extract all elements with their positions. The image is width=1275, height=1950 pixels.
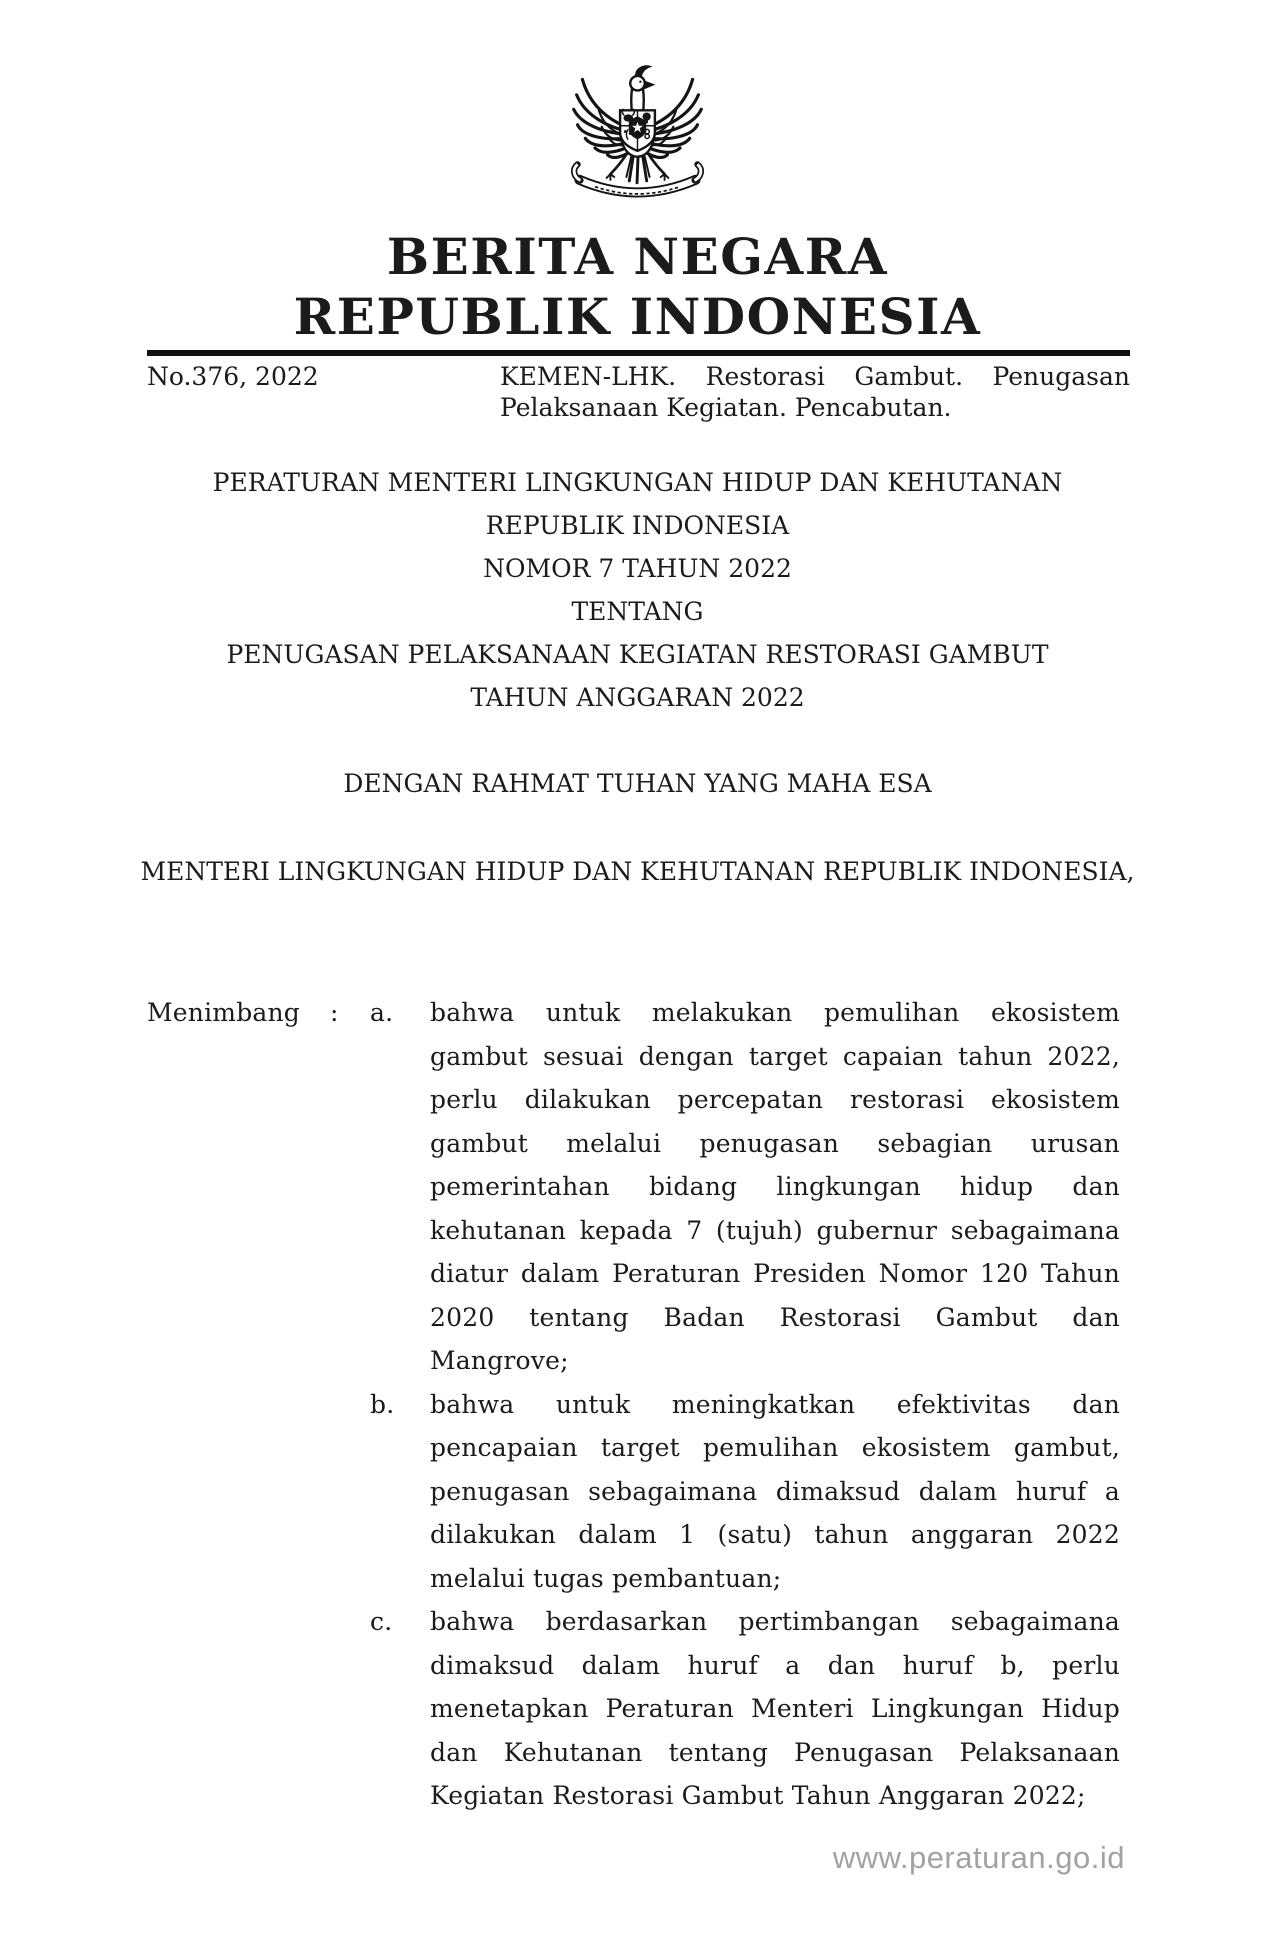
regulation-title-line-1: PERATURAN MENTERI LINGKUNGAN HIDUP DAN KEHUTANAN [212,468,1063,497]
pancasila-shield-icon [620,109,655,151]
regulation-title-block [0,461,1275,719]
considerations-label: Menimbang [147,998,301,1027]
gazette-title-line2: REPUBLIK INDONESIA [293,287,982,346]
regulation-title-line-2: REPUBLIK INDONESIA [485,511,790,540]
regulation-title-line-5: PENUGASAN PELAKSANAAN KEGIATAN RESTORASI GAMBUT [226,640,1049,669]
item-text: bahwa untuk meningkatkan efektivitas dan pencapaian target pemulihan ekosistem gambut, penugasan sebagaimana dimaksud dalam huruf a dilakukan dalam 1 (satu) tahun anggaran 2022 melalui tugas pembantuan; [430,1389,1120,1593]
item-text: bahwa untuk melakukan pemulihan ekosistem gambut sesuai dengan target capaian tahun 2022, perlu dilakukan percepatan restorasi ekosistem gambut melalui penugasan sebagian urusan pemerintahan bidang lingkungan hidup dan kehutanan kepada 7 (tujuh) gubernur sebagaimana diatur dalam Peraturan Presiden Nomor 120 Tahun 2020 tentang Badan Restorasi Gambut dan Mangrove; [430,998,1120,1375]
tail-feathers-icon [626,157,649,183]
considerations-section [147,991,1120,1818]
watermark-url: www.peraturan.go.id [832,1840,1125,1875]
consideration-item-c [370,1600,1120,1818]
subject-classification-note: KEMEN-LHK. Restorasi Gambut. Penugasan Pelaksanaan Kegiatan. Pencabutan. [500,362,1130,422]
authority-line: MENTERI LINGKUNGAN HIDUP DAN KEHUTANAN REPUBLIK INDONESIA, [140,857,1135,886]
head-icon [630,65,655,90]
item-text: bahwa berdasarkan pertimbangan sebagaimana dimaksud dalam huruf a dan huruf b, perlu menetapkan Peraturan Menteri Lingkungan Hidup dan Kehutanan tentang Penugasan Pelaksanaan Kegiatan Restorasi Gambut Tahun Anggaran 2022; [430,1607,1120,1810]
regulation-title-line-4: TENTANG [571,597,704,626]
issue-number: No.376, 2022 [147,362,319,391]
considerations-items [370,991,1120,1818]
considerations-colon: : [330,998,339,1027]
garuda-pancasila-emblem [565,52,710,214]
item-marker: b. [370,1389,395,1419]
item-marker: a. [370,998,394,1027]
gazette-masthead [0,227,1275,347]
regulation-title-line-3: NOMOR 7 TAHUN 2022 [483,554,792,583]
consideration-item-b [370,1383,1120,1601]
consideration-item-a [370,991,1120,1383]
regulation-title-line-6: TAHUN ANGGARAN 2022 [470,683,805,712]
masthead-rule [147,350,1130,356]
item-marker: c. [370,1607,393,1636]
invocation-line: DENGAN RAHMAT TUHAN YANG MAHA ESA [343,769,932,798]
gazette-title-line1: BERITA NEGARA [386,227,889,286]
